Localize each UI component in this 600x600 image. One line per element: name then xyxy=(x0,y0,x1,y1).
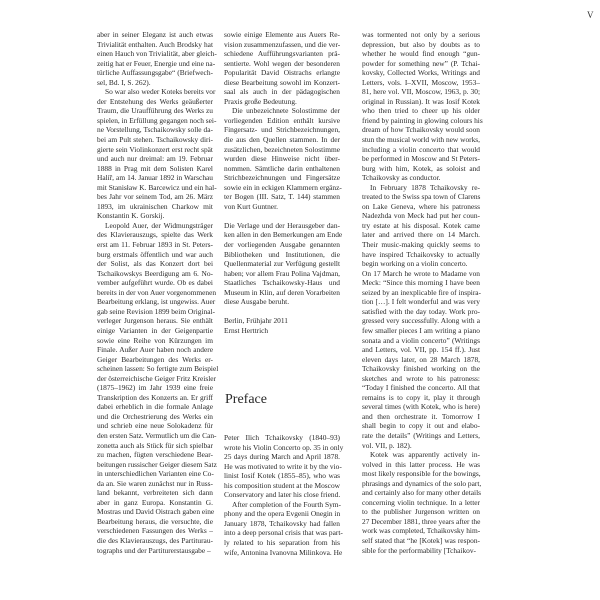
text-line: was tormented not only by a serious xyxy=(362,30,480,39)
text-line: nommen. Sämtliche darin enthaltenen xyxy=(224,163,340,173)
page-number: V xyxy=(587,10,594,20)
text-line: who then tried to cheer up his older xyxy=(362,106,480,116)
text-line: self stated that “he [Kotek] was respon- xyxy=(362,535,480,545)
text-line: Staatliches Tschaikowsky-Haus und xyxy=(224,278,340,288)
text-line: bes Jahr vor seinem Tod, am 26. März xyxy=(97,192,213,202)
text-line: der Solist, als das Konzert dort bei xyxy=(97,259,213,269)
text-line: satisfied with the day today. Work pro- xyxy=(362,306,480,316)
text-line: 1888 in Prag mit dem Solisten Karel xyxy=(97,163,213,173)
text-line: scheinen lassen: So fertigte zum Beispiel xyxy=(97,364,219,374)
text-line: saal als auch in der pädagogischen xyxy=(224,87,340,97)
text-line: zu machen, fügten verschiedene Bear- xyxy=(97,450,213,460)
text-line: beitungen russischer Geiger diesem Satz xyxy=(97,459,217,469)
text-line: ken allen in den Bemerkungen am Ende xyxy=(224,230,343,240)
text-line: his composition student at the Moscow xyxy=(224,480,340,490)
text-line: dabei erheblich in die formale Anlage xyxy=(97,402,213,412)
text-line: Transkription des Konzerts an. Er griff xyxy=(97,392,213,402)
text-line: tion […]. I felt wonderful and was very xyxy=(362,297,480,307)
text-line: sible for the performability [Tchaikov- xyxy=(362,545,476,555)
column-3-english-text xyxy=(362,30,483,555)
text-line: sonata and a violin concerto” (Writings xyxy=(362,335,480,345)
text-line: des Klavierauszugs, spielte das Werk xyxy=(97,230,213,240)
text-line: eleven days later, on 28 March 1878, xyxy=(362,354,480,364)
text-line: Bearbeitung heraus, die versuchte, die xyxy=(97,516,213,526)
text-line: whether he would find enough “gun- xyxy=(362,49,480,59)
text-line: ter Bogen (III. Satz, T. 144) stammen xyxy=(224,192,340,202)
text-line: der Entstehung des Werks geäußerter xyxy=(97,96,213,106)
text-line: January 1878, Tchaikovsky had fallen xyxy=(224,518,340,528)
text-line: and then orchestrate it. Tomorrow I xyxy=(362,411,480,421)
text-line: 25 days during March and April 1878. xyxy=(224,452,340,462)
text-line: und die Orchestrierung des Werks ein xyxy=(97,411,213,421)
text-line: Museum in Klin, auf deren Vorarbeiten xyxy=(224,287,340,297)
text-line: Trivialität enthalten. Auch Brodsky hat xyxy=(97,39,213,49)
text-line: erst am 11. Februar 1893 in St. Peters- xyxy=(97,240,213,250)
text-line: In February 1878 Tchaikovsky re- xyxy=(370,182,480,192)
column-1-german-text xyxy=(97,30,219,555)
text-line: einige Varianten in der Geigenpartie xyxy=(97,325,213,335)
text-line: Popularität David Oistrachs erlangte xyxy=(224,68,340,78)
text-line: wife, Antonina Ivanovna Milinkova. He xyxy=(224,547,343,557)
text-line: Strichbezeichnungen und Fingersätze xyxy=(224,173,340,183)
text-line: stun the musical world with new works, xyxy=(362,135,481,145)
text-line: to the publisher Jurgenson written on xyxy=(362,507,480,517)
text-line: aber in ganz Europa. Konstantin G. xyxy=(97,497,213,507)
text-line: sowie ein in eckigen Klammern ergänz- xyxy=(224,182,342,192)
text-line: On 17 March he wrote to Madame von xyxy=(362,268,480,278)
text-line: wurden diese Hinweise nicht über- xyxy=(224,154,340,164)
text-line: sowie einige Elemente aus Auers Re- xyxy=(224,30,340,39)
text-line: diese Ausgabe beruht. xyxy=(224,297,290,307)
column-2-german-text xyxy=(224,30,343,336)
column-2-preface-text xyxy=(224,433,344,557)
text-line: zusätzlichen, bezeichneten Solostimme xyxy=(224,144,340,154)
text-line: diese Bearbeitung sowohl im Konzert- xyxy=(224,77,340,87)
text-line: einen Hauch von Trivialität, aber gleich- xyxy=(97,49,217,59)
text-line: volved in this latter process. He was xyxy=(362,459,480,469)
text-line: linist Iosif Kotek (1855–85), who was xyxy=(224,471,340,481)
text-line: try estate at his disposal. Kotek came xyxy=(362,220,480,230)
text-line: bereits in der von Auer vorgenommenen xyxy=(97,287,217,297)
text-line: Praxis große Bedeutung. xyxy=(224,96,297,106)
text-line: phony and the opera Evgenii Onegin in xyxy=(224,509,341,519)
text-line: ly related to his separation from his xyxy=(224,538,340,548)
text-line: aber in seiner Eleganz ist auch etwas xyxy=(97,30,213,39)
text-line: Konstantin K. Gorskij. xyxy=(97,211,165,221)
text-line: powder for something new” (P. Tchai- xyxy=(362,58,480,68)
text-line: und schrieb eine neue Solokadenz für xyxy=(97,421,213,431)
text-line: Halíř, am 14. Januar 1892 in Warschau xyxy=(97,173,213,183)
text-line: bei am Pult stehen. Tschaikowsky diri- xyxy=(97,135,213,145)
text-line: burg erstmals öffentlich und war auch xyxy=(97,249,213,259)
text-line: treated to the Swiss spa town of Clarens xyxy=(362,192,481,202)
text-line: spielen, in Erfüllung gegangen noch sei- xyxy=(97,115,217,125)
text-line: Conservatory and later his close friend. xyxy=(224,490,341,500)
text-line: be performed in Moscow and St Peters- xyxy=(362,154,480,164)
text-line: haben; vor allem Frau Polina Vajdman, xyxy=(224,268,340,278)
text-line: schiedene Aufführungsvarianten prä- xyxy=(224,49,340,59)
text-line: Finale. Außer Auer haben noch andere xyxy=(97,345,213,355)
text-line: most likely responsible for the bowings, xyxy=(362,469,481,479)
text-line: rate the details” (Writings and Letters, xyxy=(362,430,480,440)
text-line: land bekannt, verbreiteten sich dann xyxy=(97,488,213,498)
text-line: Berlin, Frühjahr 2011 xyxy=(224,316,288,326)
text-line: mit Stanisław K. Barcewicz und ein hal- xyxy=(97,182,217,192)
text-line: Die Verlage und der Herausgeber dan- xyxy=(224,220,340,230)
text-line: verschiedenen Fassungen des Werks – xyxy=(97,526,213,536)
text-line: Letters, vols. I–XVII, Moscow, 1953– xyxy=(362,77,480,87)
text-line: Nadezhda von Meck had put her coun- xyxy=(362,211,480,221)
text-line: begin working on a violin concerto. xyxy=(362,259,468,269)
text-line: vol. VII, p. 182). xyxy=(362,440,412,450)
text-line: on Lake Geneva, where his patroness xyxy=(362,201,480,211)
text-line: original in Russian). It was Iosif Kotek xyxy=(362,96,480,106)
text-line: Ernst Herttrich xyxy=(224,325,269,335)
text-line: After completion of the Fourth Sym- xyxy=(232,499,341,509)
text-line: gierte sein Violinkonzert erst recht spät xyxy=(97,144,213,154)
text-line xyxy=(224,307,340,317)
text-line: have inspired Tchaikovsky to actually xyxy=(362,249,480,259)
text-line: “Today I finished the concerto. All that xyxy=(362,383,480,393)
text-line: 27 December 1881, three years after the xyxy=(362,516,481,526)
text-line: concerning violin technique. In a letter xyxy=(362,497,480,507)
text-line: vorliegenden Edition enthält kursive xyxy=(224,115,340,125)
text-line: von Kurt Guntner. xyxy=(224,201,278,211)
text-line xyxy=(224,211,340,221)
text-line: sowie eine Reihe von Kürzungen im xyxy=(97,335,213,345)
text-line: seized by an inexplicable fire of inspira- xyxy=(362,287,482,297)
text-line: Peter Ilich Tchaikovsky (1840–93) xyxy=(224,433,340,442)
text-line: dream of how Tchaikovsky would soon xyxy=(362,125,480,135)
text-line: 81, here vol. VII, Moscow, 1963, p. 30; xyxy=(362,87,480,97)
text-line: sel, Bd. I, S. 262). xyxy=(97,77,151,87)
text-line: burg with him, Kotek, as soloist and xyxy=(362,163,480,173)
text-line: (1875–1962) im Jahr 1939 eine freie xyxy=(97,383,213,393)
text-line: tographs und der Partiturerstausgabe – xyxy=(97,545,211,555)
text-line: Geiger Bearbeitungen des Werks er- xyxy=(97,354,213,364)
text-line: die des Klavierauszugs, des Partiturau- xyxy=(97,535,213,545)
text-line: zeitig hat er Feuer, Energie und eine na- xyxy=(97,58,216,68)
text-line: vember aufgeführt wurde. Ob es dabei xyxy=(97,278,213,288)
text-line: da an. Sie waren zunächst nur in Russ- xyxy=(97,478,213,488)
text-line: including a violin concerto that would xyxy=(362,144,480,154)
text-line: den ersten Satz. Vermutlich um die Can- xyxy=(97,430,217,440)
text-line: 1893, im ukrainischen Charkow mit xyxy=(97,201,213,211)
text-line: later and arrived there on 14 March. xyxy=(362,230,480,240)
text-line: sketches and wrote to his patroness: xyxy=(362,373,480,383)
text-line: in unterschiedlichen Varianten eine Co- xyxy=(97,469,214,479)
text-line: der österreichische Geiger Fritz Kreisler xyxy=(97,373,217,383)
text-line: work was completed, Tchaikovsky him- xyxy=(362,526,481,536)
text-line: Leopold Auer, der Widmungsträger xyxy=(105,220,213,230)
text-line: So war also weder Koteks bereits vor xyxy=(105,87,216,97)
text-line: und auch nur dreimal: am 19. Februar xyxy=(97,154,213,164)
text-line: Tschaikowskys Beerdigung am 6. No- xyxy=(97,268,213,278)
text-line: gab seine Revision 1899 beim Original- xyxy=(97,306,216,316)
text-line: Mostras und David Oistrach gaben eine xyxy=(97,507,215,517)
preface-heading: Preface xyxy=(225,392,267,407)
text-line: Fingersatz- und Strichbezeichnungen, xyxy=(224,125,340,135)
text-line: Quellenmaterial zur Verfügung gestellt xyxy=(224,259,340,269)
text-line: Traum, die Uraufführung des Werks zu xyxy=(97,106,213,116)
text-line: several times (with Kotek, who is here) xyxy=(362,402,480,412)
text-line: die aus den Quellen stammen. In der xyxy=(224,135,340,145)
text-line: wrote his Violin Concerto op. 35 in only xyxy=(224,442,344,452)
text-line: der vorliegenden Ausgabe genannten xyxy=(224,240,340,250)
text-line: verleger Jurgenson heraus. Sie enthält xyxy=(97,316,213,326)
text-line: friend by painting in glowing colours his xyxy=(362,115,483,125)
text-line: zonetta auch als Stück für sich spielbar xyxy=(97,440,213,450)
text-line: Their music-making quickly seems to xyxy=(362,240,480,250)
text-line: Die unbezeichnete Solostimme der xyxy=(232,106,340,116)
text-line: sentierte. Wohl wegen der besonderen xyxy=(224,58,340,68)
text-line: shall begin to copy it out and elabo- xyxy=(362,421,480,431)
text-line: Bibliotheken und Institutionen, die xyxy=(224,249,340,259)
text-line: ne Vorstellung, Tschaikowsky solle da- xyxy=(97,125,213,135)
text-line: phrasings and dynamics of the solo part, xyxy=(362,478,482,488)
text-line: and certainly also for many other details xyxy=(362,488,482,498)
text-line: into a deep personal crisis that was part- xyxy=(224,528,343,538)
text-line: kovsky, Collected Works, Writings and xyxy=(362,68,480,78)
text-line: gressed very successfully. Along with a xyxy=(362,316,480,326)
text-line: Bearbeitung erklang, ist ungewiss. Auer xyxy=(97,297,216,307)
text-line: Tchaikovsky finished working on the xyxy=(362,364,480,374)
text-line: and Letters, vol. VII, pp. 154 ff.). Just xyxy=(362,345,480,355)
text-line: He was motivated to write it by the vio- xyxy=(224,461,342,471)
text-line: few smaller pieces I am writing a piano xyxy=(362,325,480,335)
text-line: türliche Auffassungsgabe“ (Briefwech- xyxy=(97,68,213,78)
text-line: Kotek was apparently actively in- xyxy=(370,450,480,460)
text-line: remains is to copy it, play it through xyxy=(362,392,480,402)
text-line: depression, but also by doubts as to xyxy=(362,39,480,49)
text-line: Tchaikovsky as conductor. xyxy=(362,173,441,183)
text-line: vision zusammenzufassen, und die ver- xyxy=(224,39,341,49)
text-line: Meck: “Since this morning I have been xyxy=(362,278,480,288)
